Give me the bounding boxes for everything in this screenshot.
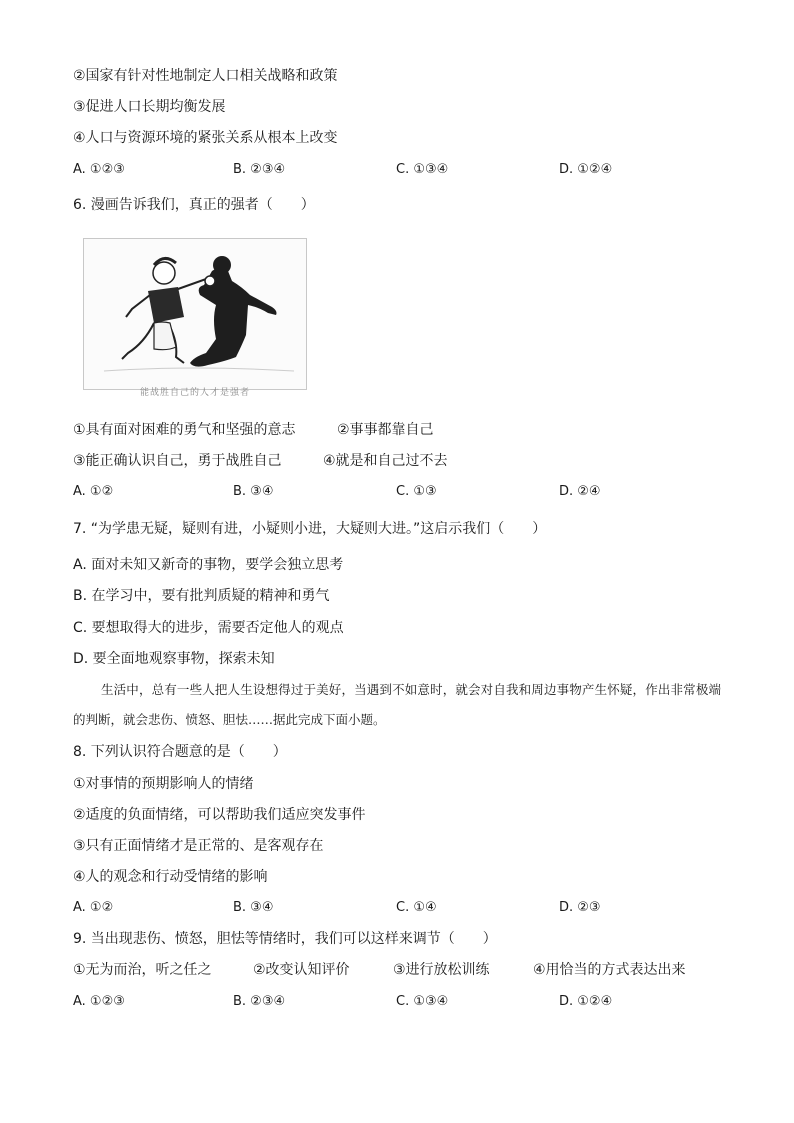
q6-option-b[interactable]: B. ③④ [233,484,274,499]
q7-option-d[interactable]: D. 要全面地观察事物，探索未知 [73,651,275,667]
q6-statements-row2 [73,451,713,471]
q5-option-a[interactable]: A. ①②③ [73,162,125,177]
passage-text: 生活中，总有一些人把人生设想得过于美好，当遇到不如意时，就会对自我和周边事物产生怀疑，作出非常极端的判断，就会悲伤、愤怒、胆怯……据此完成下面小题。 [73,682,721,727]
q5-statement-4: ④人口与资源环境的紧张关系从根本上改变 [73,130,338,146]
q9-statement-4: ④用恰当的方式表达出来 [533,962,686,978]
q6-options [73,482,713,502]
q5-statement-2: ②国家有针对性地制定人口相关战略和政策 [73,68,338,84]
q9-stem: 9. 当出现悲伤、愤怒，胆怯等情绪时，我们可以这样来调节（ ） [73,931,497,947]
q9-statement-3: ③进行放松训练 [393,962,490,978]
q6-statement-3: ③能正确认识自己，勇于战胜自己 [73,453,282,469]
q6-option-c[interactable]: C. ①③ [396,484,437,499]
q8-option-d[interactable]: D. ②③ [559,900,601,915]
q7-option-c[interactable]: C. 要想取得大的进步，需要否定他人的观点 [73,620,344,636]
q9-statement-1: ①无为而治，听之任之 [73,962,212,978]
q8-options [73,898,713,918]
q9-statement-2: ②改变认知评价 [253,962,350,978]
q7-stem: 7. “为学患无疑，疑则有进，小疑则小进，大疑则大进。”这启示我们（ ） [73,521,547,537]
q6-statements-row1 [73,420,713,440]
man-trousers [154,322,176,350]
q8-stem: 8. 下列认识符合题意的是（ ） [73,744,287,760]
shadow-figure [190,268,277,367]
q8-option-c[interactable]: C. ①④ [396,900,437,915]
man-vest [148,287,184,323]
man-fist [205,276,215,286]
q8-option-b[interactable]: B. ③④ [233,900,274,915]
q8-statement-3: ③只有正面情绪才是正常的、是客观存在 [73,838,324,854]
q5-option-c[interactable]: C. ①③④ [396,162,449,177]
q9-option-b[interactable]: B. ②③④ [233,994,286,1009]
q5-option-b[interactable]: B. ②③④ [233,162,286,177]
q7-option-a[interactable]: A. 面对未知又新奇的事物，要学会独立思考 [73,557,344,573]
q9-option-d[interactable]: D. ①②④ [559,994,613,1009]
q5-options [73,160,713,180]
cartoon-caption: 能战胜自己的人才是强者 [139,388,250,398]
ground-line [104,368,294,371]
q6-statement-1: ①具有面对困难的勇气和坚强的意志 [73,422,296,438]
q8-statement-1: ①对事情的预期影响人的情绪 [73,776,254,792]
q6-option-a[interactable]: A. ①② [73,484,114,499]
reading-passage [73,675,721,735]
q6-cartoon [83,238,307,398]
q7-option-b[interactable]: B. 在学习中，要有批判质疑的精神和勇气 [73,588,330,604]
shadow-head [213,256,231,274]
q5-statement-3: ③促进人口长期均衡发展 [73,99,226,115]
q8-option-a[interactable]: A. ①② [73,900,114,915]
cartoon-illustration [84,239,306,384]
q8-statement-2: ②适度的负面情绪，可以帮助我们适应突发事件 [73,807,366,823]
q9-option-c[interactable]: C. ①③④ [396,994,449,1009]
q5-option-d[interactable]: D. ①②④ [559,162,613,177]
man-head [153,262,175,284]
q8-statement-4: ④人的观念和行动受情绪的影响 [73,869,268,885]
q9-options [73,992,713,1012]
q6-stem: 6. 漫画告诉我们，真正的强者（ ） [73,197,315,213]
q9-statements [73,960,713,980]
man-arm-back [126,295,150,317]
q9-option-a[interactable]: A. ①②③ [73,994,125,1009]
q6-statement-2: ②事事都靠自己 [337,422,434,438]
q6-option-d[interactable]: D. ②④ [559,484,601,499]
q6-statement-4: ④就是和自己过不去 [323,453,448,469]
